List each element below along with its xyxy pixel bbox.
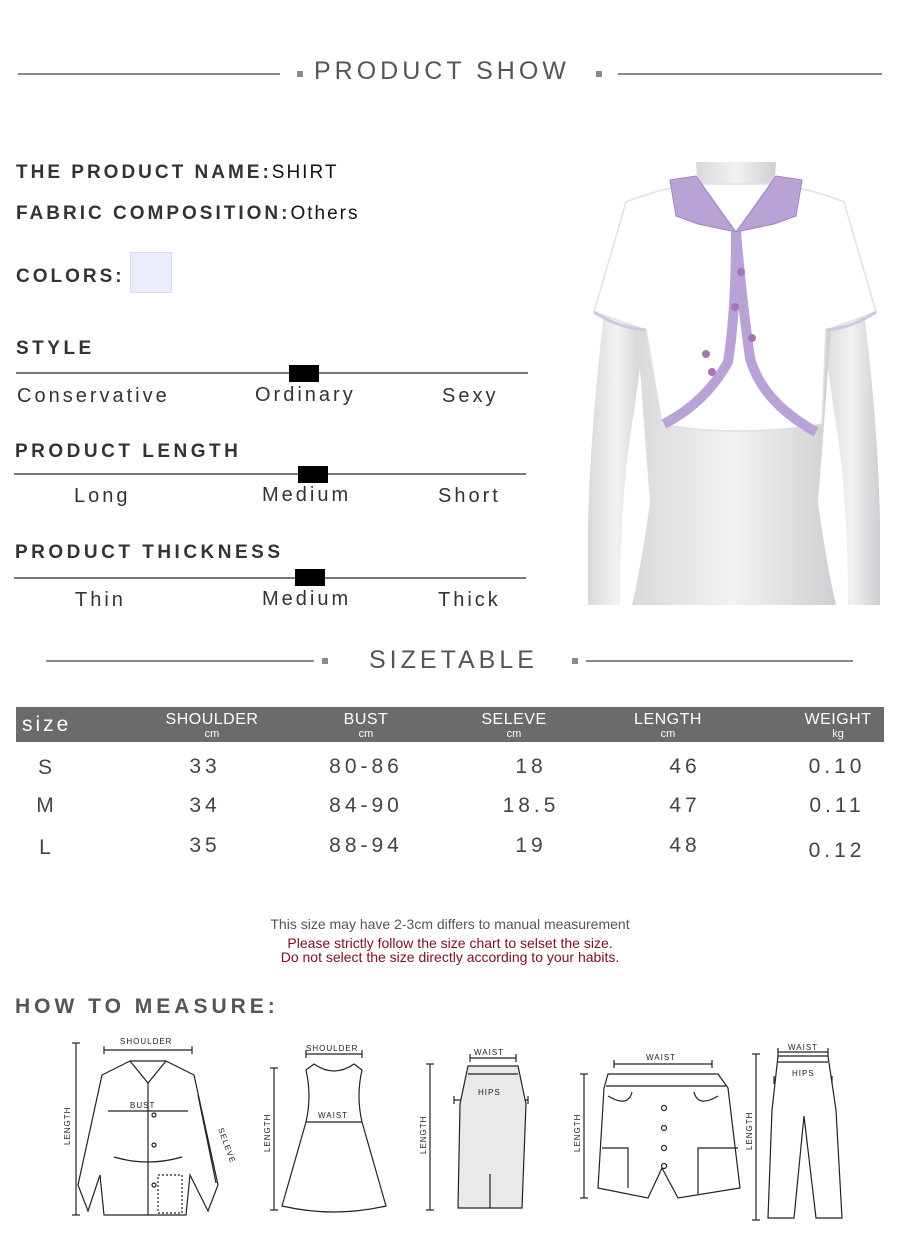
color-swatch[interactable] <box>130 252 172 293</box>
column-header-sleeve: SELEVE cm <box>481 711 547 740</box>
mannequin-crop-shirt-icon <box>586 162 882 605</box>
dress-diagram-icon <box>258 1040 398 1216</box>
section-title-sizetable: SIZETABLE <box>369 646 538 674</box>
size-table-header <box>16 707 884 742</box>
table-cell-sleeve: 19 <box>515 834 547 857</box>
fabric-value: Others <box>290 203 360 224</box>
table-cell-sleeve: 18.5 <box>502 794 560 817</box>
size-table <box>16 707 884 867</box>
table-cell-size: S <box>37 756 56 779</box>
label-shoulder: SHOULDER <box>120 1037 173 1046</box>
column-header-length: LENGTH cm <box>634 711 702 740</box>
length-option-short: Short <box>438 485 501 507</box>
divider-dot <box>322 658 328 664</box>
skirt-diagram-icon <box>418 1044 548 1216</box>
sizetable-divider-left <box>46 660 314 662</box>
label-length: LENGTH <box>263 1113 272 1152</box>
fabric-label: FABRIC COMPOSITION: <box>16 203 291 224</box>
table-cell-size: M <box>36 794 58 817</box>
table-cell-shoulder: 33 <box>189 755 221 778</box>
divider-dot <box>572 658 578 664</box>
divider-dot <box>297 71 303 77</box>
label-waist: WAIST <box>788 1043 819 1052</box>
table-cell-length: 48 <box>669 834 701 857</box>
thickness-option-thick: Thick <box>438 589 501 611</box>
label-hips: HIPS <box>792 1069 815 1078</box>
style-option-sexy: Sexy <box>442 385 499 407</box>
divider-dot <box>596 71 602 77</box>
shorts-diagram-icon <box>568 1048 752 1204</box>
how-to-measure-heading: HOW TO MEASURE: <box>15 995 279 1018</box>
thickness-scale <box>14 577 526 579</box>
table-cell-sleeve: 18 <box>515 755 547 778</box>
label-hips: HIPS <box>478 1088 501 1097</box>
table-cell-size: L <box>39 836 55 859</box>
thickness-option-thin: Thin <box>75 589 126 611</box>
label-length: LENGTH <box>63 1106 72 1145</box>
table-cell-weight: 0.12 <box>808 839 866 862</box>
label-bust: BUST <box>130 1101 156 1110</box>
length-heading: PRODUCT LENGTH <box>15 441 242 462</box>
length-marker <box>298 466 328 483</box>
label-length: LENGTH <box>573 1113 582 1152</box>
section-title-product-show: PRODUCT SHOW <box>314 57 570 85</box>
label-sleeve: SELEVE <box>216 1126 238 1165</box>
table-cell-shoulder: 35 <box>189 834 221 857</box>
table-cell-length: 47 <box>669 794 701 817</box>
length-scale <box>14 473 526 475</box>
column-header-bust: BUST cm <box>343 711 389 740</box>
column-header-shoulder: SHOULDER cm <box>165 711 259 740</box>
thickness-option-medium: Medium <box>262 588 352 610</box>
size-disclaimer: This size may have 2-3cm differs to manual measurement <box>270 916 630 932</box>
style-heading: STYLE <box>16 338 95 359</box>
table-cell-weight: 0.10 <box>808 755 866 778</box>
divider-right <box>618 73 882 75</box>
product-name-label: THE PRODUCT NAME: <box>16 162 272 183</box>
table-cell-bust: 88-94 <box>329 834 403 857</box>
product-name-row <box>16 162 338 184</box>
label-length: LENGTH <box>745 1111 754 1150</box>
colors-label: COLORS: <box>16 266 125 287</box>
size-column-header: size <box>22 713 72 736</box>
label-waist: WAIST <box>318 1111 349 1120</box>
jacket-diagram-icon <box>58 1035 238 1221</box>
sizetable-divider-right <box>586 660 853 662</box>
product-name-value: SHIRT <box>271 162 339 183</box>
length-option-medium: Medium <box>262 484 352 506</box>
table-cell-bust: 84-90 <box>329 794 403 817</box>
style-option-ordinary: Ordinary <box>255 384 356 406</box>
table-cell-shoulder: 34 <box>189 794 221 817</box>
label-length: LENGTH <box>419 1115 428 1154</box>
column-header-weight: WEIGHT kg <box>804 711 872 740</box>
product-photo <box>586 162 882 605</box>
size-warning-2: Do not select the size directly according to your habits. <box>280 949 620 965</box>
table-cell-weight: 0.11 <box>809 794 865 817</box>
thickness-marker <box>295 569 325 586</box>
style-scale <box>16 372 528 374</box>
style-marker <box>289 365 319 382</box>
table-cell-length: 46 <box>669 755 701 778</box>
fabric-row <box>16 203 359 225</box>
label-waist: WAIST <box>474 1048 505 1057</box>
pants-diagram-icon <box>744 1040 856 1224</box>
divider-left <box>18 73 280 75</box>
length-option-long: Long <box>74 485 131 507</box>
thickness-heading: PRODUCT THICKNESS <box>15 542 284 563</box>
label-shoulder: SHOULDER <box>306 1044 359 1053</box>
table-cell-bust: 80-86 <box>329 755 403 778</box>
label-waist: WAIST <box>646 1053 677 1062</box>
size-warning-1: Please strictly follow the size chart to selset the size. <box>287 935 613 951</box>
style-option-conservative: Conservative <box>17 385 170 407</box>
